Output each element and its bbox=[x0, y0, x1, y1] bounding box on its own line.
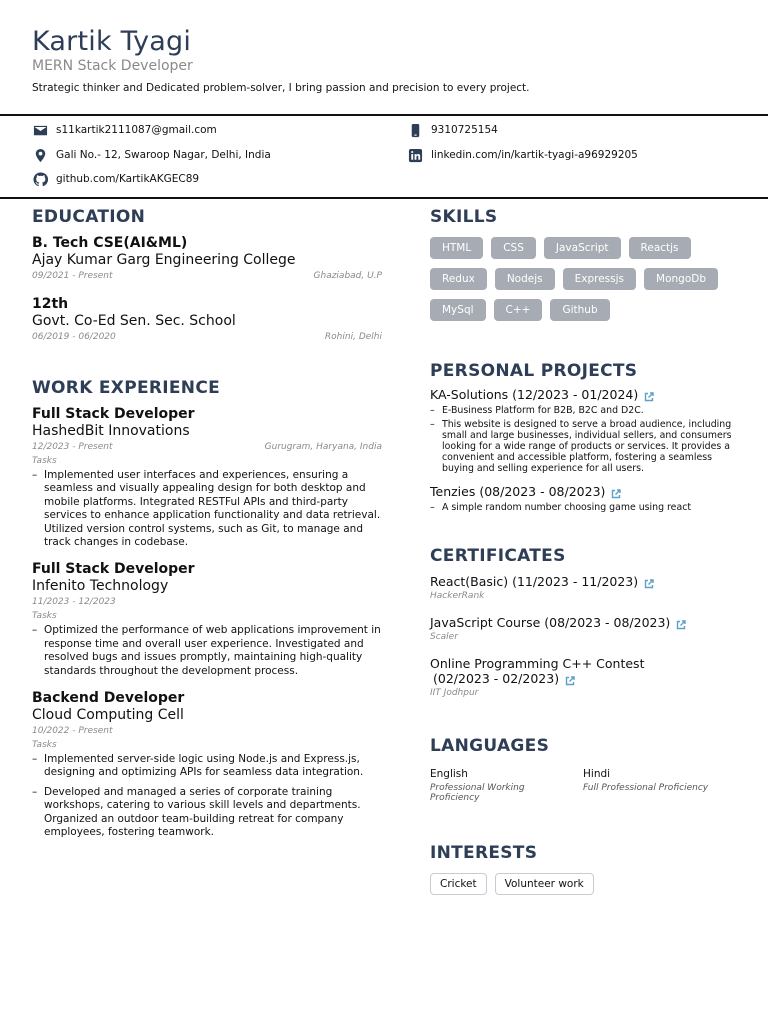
company: Cloud Computing Cell bbox=[32, 707, 184, 724]
work-item bbox=[32, 406, 382, 549]
certificate-issuer: HackerRank bbox=[430, 591, 485, 601]
task-list bbox=[32, 753, 382, 839]
certificate-dates: (02/2023 - 02/2023) bbox=[433, 671, 560, 686]
degree: B. Tech CSE(AI&ML) bbox=[32, 235, 188, 251]
project-item bbox=[430, 484, 736, 513]
job-dates: 11/2023 - 12/2023 bbox=[32, 597, 116, 608]
skill-chip: Github bbox=[550, 299, 609, 321]
certificate-title: Online Programming C++ Contest bbox=[430, 656, 645, 671]
mail-icon bbox=[32, 122, 48, 138]
language-level: Professional Working Proficiency bbox=[430, 783, 525, 803]
job-dates: 10/2022 - Present bbox=[32, 726, 113, 737]
task-list bbox=[32, 469, 382, 549]
language-name: English bbox=[430, 768, 468, 780]
job-role: Full Stack Developer bbox=[32, 406, 195, 422]
project-bullet: – E-Business Platform for B2B, B2C and D2C. bbox=[430, 405, 736, 416]
project-title: Tenzies (08/2023 - 08/2023) bbox=[430, 484, 606, 499]
header-divider bbox=[0, 114, 768, 116]
contact-phone[interactable] bbox=[407, 122, 498, 138]
education-item bbox=[32, 235, 382, 281]
language-name: Hindi bbox=[583, 768, 611, 780]
certificate-issuer: Scaler bbox=[430, 632, 458, 642]
project-bullets bbox=[430, 502, 736, 513]
job-role: Backend Developer bbox=[32, 690, 185, 707]
skill-chip: Redux bbox=[430, 268, 487, 290]
skill-chip: Reactjs bbox=[629, 237, 691, 259]
languages-list bbox=[430, 768, 736, 803]
tasks-label: Tasks bbox=[32, 740, 57, 751]
certificate-item bbox=[430, 656, 736, 698]
education-location: Ghaziabad, U.P bbox=[313, 271, 382, 281]
certificate-item bbox=[430, 615, 736, 642]
skills-list bbox=[430, 237, 730, 321]
language-item bbox=[430, 768, 583, 803]
external-link-icon[interactable] bbox=[644, 390, 654, 400]
github-icon bbox=[32, 171, 48, 187]
project-bullet: – This website is designed to serve a broad audience, including small and large businesses, individual sellers, and consumers looking for a wide range of products or services. It provides a convenient and accessible platform, fostering a seamless buying and selling experience for all users. bbox=[430, 419, 736, 474]
contact-address bbox=[32, 147, 271, 163]
certificate-title: React(Basic) (11/2023 - 11/2023) bbox=[430, 574, 639, 589]
school: Govt. Co-Ed Sen. Sec. School bbox=[32, 313, 236, 329]
education-item bbox=[32, 296, 382, 342]
tasks-label: Tasks bbox=[32, 611, 57, 622]
interests-heading: INTERESTS bbox=[430, 843, 538, 863]
email-text: s11kartik2111087@gmail.com bbox=[56, 124, 217, 136]
interest-chip: Cricket bbox=[430, 873, 487, 895]
contact-github[interactable] bbox=[32, 171, 199, 187]
school: Ajay Kumar Garg Engineering College bbox=[32, 252, 296, 268]
skill-chip: C++ bbox=[494, 299, 543, 321]
skill-chip: HTML bbox=[430, 237, 483, 259]
contact-divider bbox=[0, 197, 768, 199]
work-heading: WORK EXPERIENCE bbox=[32, 378, 221, 398]
project-title: KA-Solutions (12/2023 - 01/2024) bbox=[430, 387, 639, 402]
interests-list bbox=[430, 873, 730, 895]
task-item: – Implemented user interfaces and experiences, ensuring a seamless and visually appealing design for both desktop and mobile platforms. Integrated RESTFul APIs and third-party services to enhance application functionality and data retrieval. Utilized version control systems, such as Git, to manage and track changes in codebase. bbox=[32, 469, 382, 549]
linkedin-text: linkedin.com/in/kartik-tyagi-a96929205 bbox=[431, 149, 638, 161]
skill-chip: Nodejs bbox=[495, 268, 555, 290]
degree: 12th bbox=[32, 296, 69, 312]
language-item bbox=[583, 768, 736, 803]
company: HashedBit Innovations bbox=[32, 423, 190, 439]
task-item: – Implemented server-side logic using Node.js and Express.js, designing and optimizing APIs for seamless data integration. bbox=[32, 753, 382, 780]
job-dates: 12/2023 - Present bbox=[32, 442, 113, 452]
resume-header bbox=[32, 26, 736, 94]
external-link-icon[interactable] bbox=[644, 577, 654, 587]
projects-heading: PERSONAL PROJECTS bbox=[430, 361, 638, 381]
job-role: Full Stack Developer bbox=[32, 561, 195, 578]
work-item bbox=[32, 690, 382, 839]
location-pin-icon bbox=[32, 147, 48, 163]
github-text: github.com/KartikAKGEC89 bbox=[56, 173, 200, 185]
candidate-name: Kartik Tyagi bbox=[32, 26, 192, 57]
skill-chip: Expressjs bbox=[563, 268, 636, 290]
job-location: Gurugram, Haryana, India bbox=[264, 442, 382, 452]
project-bullets bbox=[430, 405, 736, 474]
contact-linkedin[interactable] bbox=[407, 147, 638, 163]
right-column bbox=[430, 207, 736, 895]
project-bullet: – A simple random number choosing game using react bbox=[430, 502, 736, 513]
candidate-title: MERN Stack Developer bbox=[32, 58, 193, 74]
language-level: Full Professional Proficiency bbox=[583, 783, 709, 793]
certificate-item bbox=[430, 574, 736, 601]
phone-text: 9310725154 bbox=[431, 124, 498, 136]
company: Infenito Technology bbox=[32, 578, 169, 595]
skills-heading: SKILLS bbox=[430, 207, 498, 227]
education-dates: 09/2021 - Present bbox=[32, 271, 113, 281]
certificate-issuer: IIT Jodhpur bbox=[430, 688, 479, 698]
skill-chip: MySql bbox=[430, 299, 486, 321]
left-column bbox=[32, 207, 382, 846]
external-link-icon[interactable] bbox=[676, 618, 686, 628]
tasks-label: Tasks bbox=[32, 456, 57, 466]
interest-chip: Volunteer work bbox=[495, 873, 594, 895]
education-heading: EDUCATION bbox=[32, 207, 146, 227]
skill-chip: CSS bbox=[491, 237, 536, 259]
skill-chip: JavaScript bbox=[544, 237, 621, 259]
external-link-icon[interactable] bbox=[611, 487, 621, 497]
task-list bbox=[32, 624, 382, 678]
work-item bbox=[32, 561, 382, 678]
address-text: Gali No.- 12, Swaroop Nagar, Delhi, India bbox=[56, 149, 271, 161]
certificate-title: JavaScript Course (08/2023 - 08/2023) bbox=[430, 615, 671, 630]
linkedin-icon bbox=[407, 147, 423, 163]
phone-icon bbox=[407, 122, 423, 138]
summary: Strategic thinker and Dedicated problem-solver, I bring passion and precision to every project. bbox=[32, 82, 530, 94]
contact-email[interactable] bbox=[32, 122, 217, 138]
languages-heading: LANGUAGES bbox=[430, 736, 550, 756]
certificates-heading: CERTIFICATES bbox=[430, 546, 566, 566]
external-link-icon[interactable] bbox=[565, 674, 575, 684]
education-location: Rohini, Delhi bbox=[324, 332, 382, 342]
project-item bbox=[430, 387, 736, 474]
task-item: – Developed and managed a series of corporate training workshops, catering to various skill levels and departments. Organized an outdoor team-building retreat for company employees, fostering teamwork. bbox=[32, 786, 382, 840]
education-dates: 06/2019 - 06/2020 bbox=[32, 332, 116, 342]
task-item: – Optimized the performance of web applications improvement in response time and overall user experience. Investigated and resolved bugs and issues promptly, maintaining high-quality standards throughout the development process. bbox=[32, 624, 382, 678]
skill-chip: MongoDb bbox=[644, 268, 718, 290]
